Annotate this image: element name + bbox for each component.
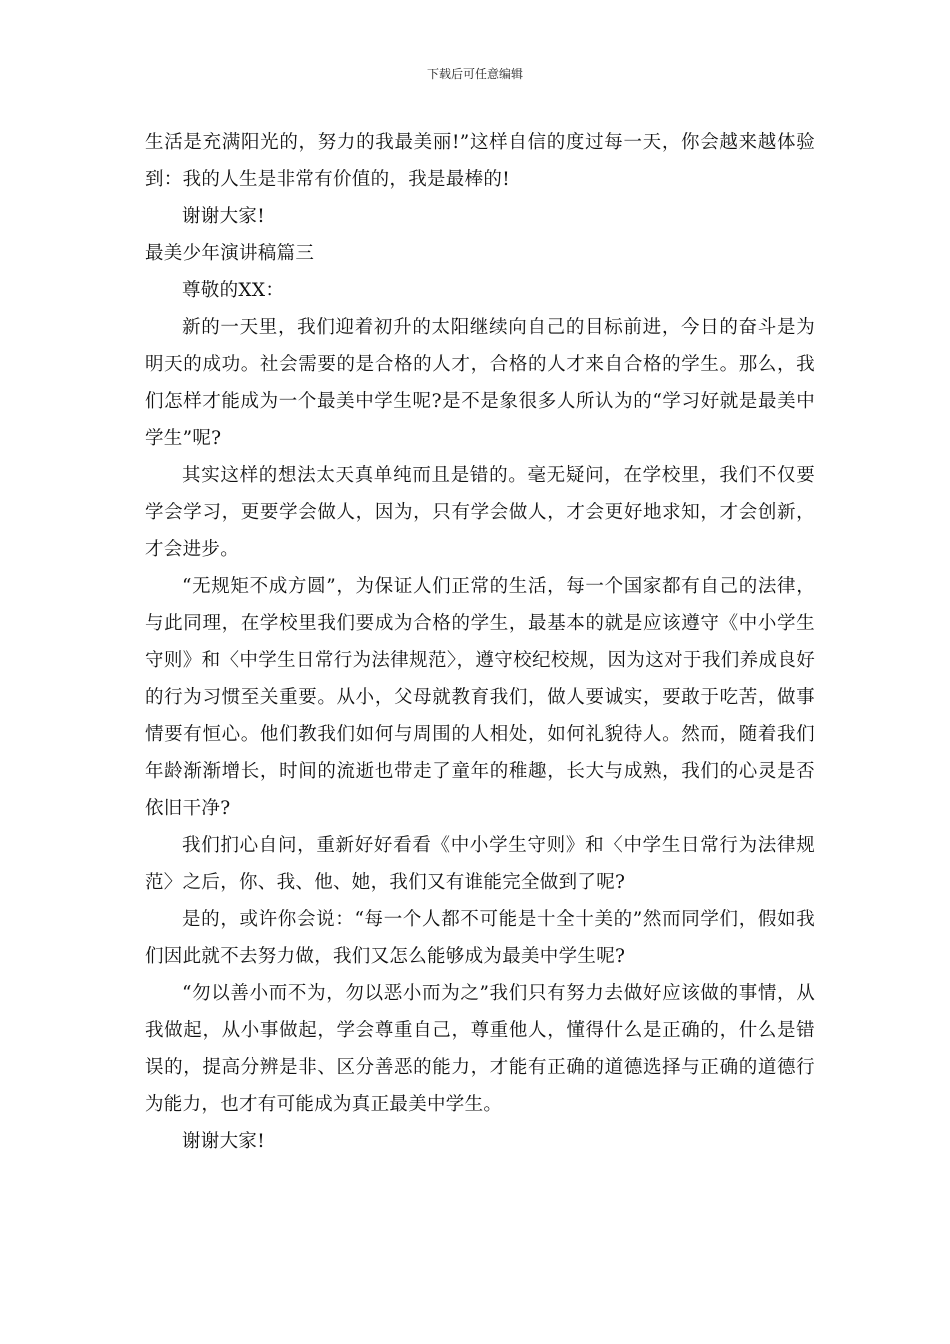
paragraph: 是的，或许你会说：“每一个人都不可能是十全十美的”然而同学们，假如我们因此就不去努力做，我们又怎么能够成为最美中学生呢? bbox=[145, 909, 815, 967]
paragraph: “无规矩不成方圆”，为保证人们正常的生活，每一个国家都有自己的法律，与此同理，在学校里我们要成为合格的学生，最基本的就是应该遵守《中小学生守则》和〈中学生日常行为法律规范〉，遵守校纪校规，因为这对于我们养成良好的行为习惯至关重要。从小，父母就教育我们，做人要诚实，要敢于吃苦，做事情要有恒心。他们教我们如何与周围的人相处，如何礼貌待人。然而，随着我们年龄渐渐增长，时间的流逝也带走了童年的稚趣，长大与成熟，我们的心灵是否依旧干净? bbox=[145, 576, 815, 819]
document-body bbox=[145, 124, 815, 1160]
paragraph: 其实这样的想法太天真单纯而且是错的。毫无疑问，在学校里，我们不仅要学会学习，更要学会做人，因为，只有学会做人，才会更好地求知，才会创新，才会进步。 bbox=[145, 465, 815, 560]
paragraph: “勿以善小而不为，勿以恶小而为之”我们只有努力去做好应该做的事情，从我做起，从小事做起，学会尊重自己，尊重他人，懂得什么是正确的，什么是错误的，提高分辨是非、区分善恶的能力，才能有正确的道德选择与正确的道德行为能力，也才有可能成为真正最美中学生。 bbox=[145, 983, 815, 1115]
closing-thanks: 谢谢大家! bbox=[182, 1131, 265, 1152]
paragraph: 生活是充满阳光的，努力的我最美丽!”这样自信的度过每一天，你会越来越体验到：我的人生是非常有价值的，我是最棒的! bbox=[145, 132, 815, 190]
salutation: 尊敬的XX： bbox=[182, 280, 285, 301]
paragraph: 我们扪心自问，重新好好看看《中小学生守则》和〈中学生日常行为法律规范〉之后，你、我、他、她，我们又有谁能完全做到了呢? bbox=[145, 835, 815, 893]
section-heading: 最美少年演讲稿篇三 bbox=[145, 243, 315, 264]
closing-thanks: 谢谢大家! bbox=[182, 206, 265, 227]
paragraph: 新的一天里，我们迎着初升的太阳继续向自己的目标前进，今日的奋斗是为明天的成功。社会需要的是合格的人才，合格的人才来自合格的学生。那么，我们怎样才能成为一个最美中学生呢?是不是象很多人所认为的“学习好就是最美中学生”呢? bbox=[145, 317, 815, 449]
page-header-note: 下载后可任意编辑 bbox=[426, 67, 523, 81]
